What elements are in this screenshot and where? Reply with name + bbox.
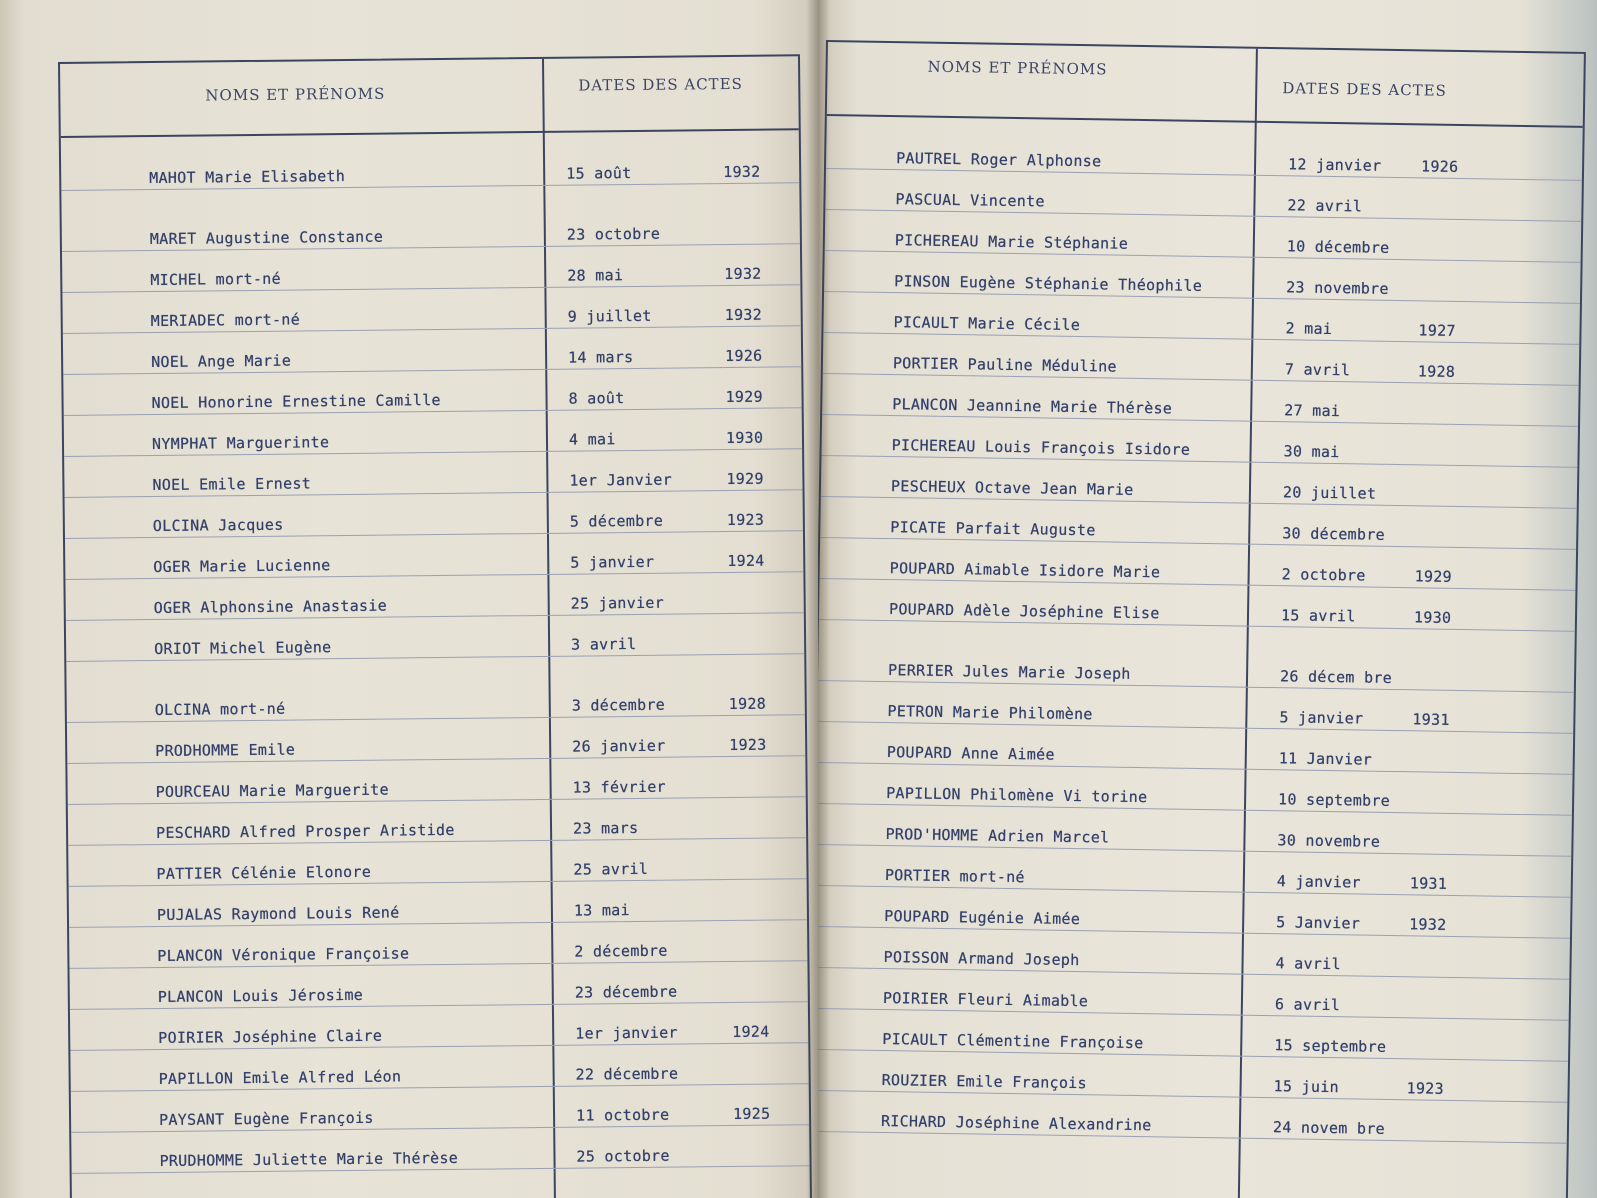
entry-date: 5 janvier [570, 552, 655, 572]
entry-date: 27 mai [1284, 401, 1341, 421]
left-header-names: NOMS ET PRÉNOMS [205, 84, 386, 105]
right-page [818, 0, 1597, 1198]
table-row [66, 654, 805, 723]
entry-name: PERRIER Jules Marie Joseph [887, 661, 1131, 683]
entry-name: PICATE Parfait Auguste [890, 518, 1096, 540]
entry-name: NOEL Honorine Ernestine Camille [151, 391, 441, 413]
entry-date: 10 septembre [1277, 790, 1391, 810]
entry-date: 4 avril [1275, 954, 1342, 974]
entry-name: PICHEREAU Louis François Isidore [891, 436, 1191, 459]
entry-year: 1932 [724, 264, 762, 284]
entry-name: MICHEL mort-né [150, 269, 282, 290]
entry-year: 1923 [1406, 1079, 1445, 1098]
entry-name: POUPARD Aimable Isidore Marie [889, 559, 1161, 582]
left-table-header [60, 56, 799, 138]
entry-name: PLANCON Jeannine Marie Thérèse [892, 395, 1173, 418]
entry-date: 1er janvier [575, 1023, 678, 1043]
left-register-table [58, 54, 812, 1198]
entry-date: 25 avril [573, 859, 649, 879]
entry-year: 1923 [729, 735, 767, 755]
entry-year: 1930 [725, 428, 764, 448]
entry-year: 1932 [724, 305, 763, 325]
entry-date: 26 décem bre [1279, 667, 1393, 687]
entry-name: PESCHEUX Octave Jean Marie [890, 477, 1134, 499]
left-header-dates: DATES DES ACTES [578, 74, 743, 95]
entry-date: 13 février [572, 777, 667, 797]
entry-date: 15 septembre [1274, 1036, 1387, 1056]
entry-name: PUJALAS Raymond Louis René [156, 903, 400, 925]
entry-date: 13 mai [573, 901, 631, 920]
entry-name: PLANCON Louis Jérosime [157, 985, 364, 1007]
entry-date: 1er Janvier [569, 470, 673, 490]
entry-name: PAPILLON Philomène Vi torine [886, 784, 1148, 807]
entry-date: 12 janvier [1287, 155, 1382, 175]
entry-name: POUPARD Adèle Joséphine Elise [888, 600, 1160, 623]
entry-name: PINSON Eugène Stéphanie Théophile [894, 272, 1203, 295]
entry-year: 1932 [1409, 915, 1447, 934]
entry-name: PAYSANT Eugène François [158, 1108, 374, 1129]
entry-name: MARET Augustine Constance [149, 227, 384, 249]
entry-date: 23 octobre [566, 224, 661, 244]
entry-name: POURCEAU Marie Marguerite [155, 780, 390, 802]
entry-date: 2 mai [1285, 319, 1333, 338]
entry-year: 1931 [1409, 874, 1448, 893]
entry-name: MERIADEC mort-né [150, 310, 301, 331]
entry-name: MAHOT Marie Elisabeth [149, 166, 346, 188]
entry-year: 1926 [1420, 157, 1459, 176]
entry-date: 15 juin [1273, 1077, 1340, 1097]
entry-date: 30 décembre [1282, 524, 1386, 544]
entry-date: 2 octobre [1281, 565, 1366, 585]
entry-date: 30 mai [1283, 442, 1340, 462]
entry-name: PICAULT Marie Cécile [893, 313, 1081, 335]
entry-year: 1931 [1412, 710, 1450, 729]
entry-name: PICHEREAU Marie Stéphanie [894, 231, 1129, 253]
entry-name: PLANCON Véronique Françoise [157, 944, 410, 966]
entry-name: OLCINA mort-né [154, 699, 286, 720]
entry-date: 20 juillet [1282, 483, 1377, 503]
entry-year: 1924 [727, 551, 765, 571]
entry-name: PRUDHOMME Juliette Marie Thérèse [159, 1148, 459, 1170]
entry-name: NYMPHAT Marguerinte [151, 433, 330, 454]
entry-name: PETRON Marie Philomène [887, 702, 1093, 724]
table-row [71, 1125, 809, 1174]
entry-date: 25 octobre [576, 1146, 670, 1166]
entry-date: 28 mai [567, 266, 624, 285]
entry-date: 23 mars [572, 818, 639, 838]
entry-name: PAPILLON Emile Alfred Léon [158, 1067, 402, 1089]
entry-name: PATTIER Célénie Elonore [156, 862, 372, 884]
right-register-table [818, 40, 1586, 1198]
entry-date: 14 mars [568, 347, 634, 367]
entry-date: 22 avril [1287, 196, 1363, 216]
entry-name: OGER Alphonsine Anastasie [153, 596, 388, 618]
right-table-header [827, 42, 1584, 128]
entry-date: 26 janvier [572, 736, 666, 756]
entry-year: 1930 [1413, 608, 1452, 627]
table-row [61, 183, 800, 252]
entry-date: 24 novem bre [1272, 1118, 1386, 1138]
entry-name: PRODHOMME Emile [155, 740, 296, 761]
entry-name: PASCUAL Vincente [895, 190, 1045, 211]
entry-name: POIRIER Fleuri Aimable [882, 989, 1089, 1011]
entry-date: 15 avril [1280, 606, 1356, 626]
entry-year: 1929 [1414, 567, 1453, 586]
entry-date: 3 avril [571, 634, 637, 654]
entry-name: PORTIER Pauline Méduline [892, 354, 1118, 376]
entry-date: 10 décembre [1286, 237, 1390, 257]
entry-date: 5 décembre [569, 511, 664, 531]
entry-year: 1927 [1418, 321, 1456, 340]
entry-year: 1924 [732, 1022, 770, 1041]
entry-date: 3 décembre [571, 695, 666, 715]
entry-date: 11 octobre [575, 1105, 670, 1125]
right-header-names: NOMS ET PRÉNOMS [927, 57, 1108, 79]
entry-date: 25 janvier [570, 593, 665, 613]
entry-name: OGER Marie Lucienne [153, 556, 331, 577]
entry-year: 1928 [728, 694, 767, 714]
entry-year: 1923 [726, 510, 765, 530]
entry-name: NOEL Emile Ernest [152, 474, 312, 495]
entry-name: ROUZIER Emile François [881, 1071, 1088, 1093]
right-entries [818, 128, 1583, 1144]
entry-name: PAUTREL Roger Alphonse [896, 149, 1102, 171]
book-gutter [806, 0, 830, 1198]
entry-year: 1928 [1417, 362, 1456, 381]
entry-date: 4 mai [568, 430, 616, 449]
entry-date: 23 décembre [574, 982, 678, 1002]
entry-date: 2 décembre [574, 941, 668, 961]
entry-name: RICHARD Joséphine Alexandrine [880, 1111, 1152, 1135]
entry-name: POIRIER Joséphine Claire [158, 1026, 383, 1048]
entry-name: ORIOT Michel Eugène [154, 638, 332, 659]
entry-year: 1929 [725, 387, 763, 407]
entry-date: 23 novembre [1286, 278, 1389, 298]
entry-name: POUPARD Anne Aimée [886, 743, 1055, 764]
entry-date: 22 décembre [575, 1064, 679, 1084]
entry-date: 15 août [566, 164, 632, 183]
entry-name: OLCINA Jacques [152, 515, 284, 536]
entry-year: 1929 [726, 469, 764, 489]
entry-date: 5 Janvier [1276, 913, 1361, 933]
entry-year: 1932 [723, 162, 761, 182]
left-entries [61, 142, 810, 1174]
entry-date: 9 juillet [567, 306, 652, 326]
entry-date: 4 janvier [1276, 872, 1361, 892]
entry-date: 30 novembre [1277, 831, 1381, 851]
entry-date: 8 août [568, 389, 625, 408]
entry-name: PICAULT Clémentine Françoise [882, 1030, 1144, 1053]
entry-name: PROD'HOMME Adrien Marcel [885, 825, 1110, 847]
entry-date: 5 janvier [1279, 708, 1364, 728]
right-header-dates: DATES DES ACTES [1282, 79, 1448, 100]
entry-year: 1925 [732, 1104, 771, 1123]
entry-name: NOEL Ange Marie [151, 351, 292, 372]
entry-date: 6 avril [1274, 995, 1341, 1015]
entry-name: PESCHARD Alfred Prosper Aristide [155, 820, 455, 843]
entry-date: 11 Janvier [1278, 749, 1373, 769]
entry-name: PORTIER mort-né [884, 866, 1025, 887]
entry-name: POISSON Armand Joseph [883, 948, 1080, 970]
entry-name: POUPARD Eugénie Aimée [884, 907, 1081, 929]
entry-date: 7 avril [1284, 360, 1351, 380]
entry-year: 1926 [725, 346, 763, 366]
